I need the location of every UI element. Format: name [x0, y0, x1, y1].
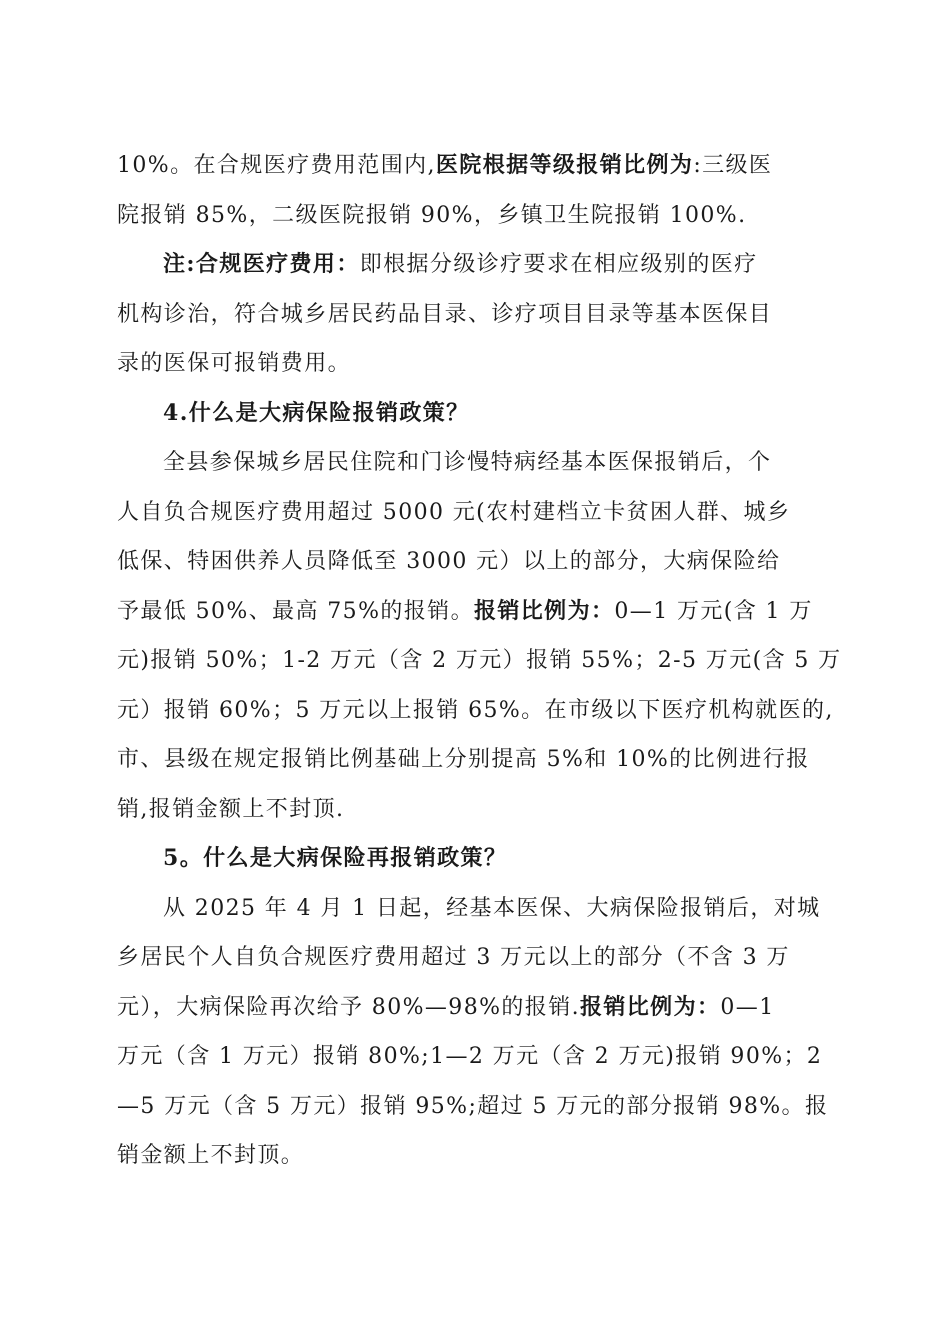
text-run: 0—1 万元(含 1 万: [614, 598, 813, 624]
paragraph-line: [117, 141, 837, 191]
document-body: [117, 141, 842, 1181]
paragraph-line: 销,报销金额上不封顶.: [117, 796, 345, 822]
note-line: [117, 240, 837, 290]
note-line: 录的医保可报销费用。: [117, 351, 352, 376]
section-heading-5: 5。什么是大病保险再报销政策？: [163, 845, 508, 871]
text-run: 元），大病保险再次给予 80%—98%的报销.: [117, 994, 580, 1020]
note-label: 注:合规医疗费用：: [163, 251, 360, 277]
paragraph-line: 乡居民个人自负合规医疗费用超过 3 万元以上的部分（不含 3 万: [117, 945, 790, 970]
paragraph-line: 全县参保城乡居民住院和门诊慢特病经基本医保报销后，个: [163, 450, 772, 475]
paragraph-line: [117, 983, 837, 1033]
text-run: 10%。在合规医疗费用范围内,: [117, 153, 436, 178]
bold-text-run: 报销比例为：: [579, 993, 721, 1020]
paragraph-line: 元)报销 50%；1-2 万元（含 2 万元）报销 55%；2-5 万元(含 5 万: [117, 648, 842, 673]
paragraph-line: 万元（含 1 万元）报销 80%;1—2 万元（含 2 万元)报销 90%；2: [117, 1044, 823, 1069]
text-run: 即根据分级诊疗要求在相应级别的医疗: [359, 252, 758, 277]
paragraph-line: 市、县级在规定报销比例基础上分别提高 5%和 10%的比例进行报: [117, 747, 810, 772]
paragraph-line: 从 2025 年 4 月 1 日起，经基本医保、大病保险报销后，对城: [163, 895, 821, 921]
paragraph-line: 人自负合规医疗费用超过 5000 元(农村建档立卡贫困人群、城乡: [117, 499, 791, 525]
paragraph-line: [117, 587, 837, 637]
note-line: 机构诊治，符合城乡居民药品目录、诊疗项目目录等基本医保目: [117, 301, 773, 327]
paragraph-line: 元）报销 60%；5 万元以上报销 65%。在市级以下医疗机构就医的,: [117, 697, 834, 723]
text-run: 0—1: [720, 994, 775, 1020]
paragraph-line: 低保、特困供养人员降低至 3000 元）以上的部分，大病保险给: [117, 549, 781, 574]
paragraph-line: —5 万元（含 5 万元）报销 95%;超过 5 万元的部分报销 98%。报: [117, 1093, 829, 1119]
text-run: :三级医: [693, 153, 773, 178]
text-run: 予最低 50%、最高 75%的报销。: [117, 598, 474, 624]
bold-text-run: 医院根据等级报销比例为: [435, 152, 694, 178]
section-heading-4: 4.什么是大病保险报销政策？: [163, 399, 470, 426]
bold-text-run: 报销比例为：: [473, 597, 615, 624]
paragraph-line: 销金额上不封顶。: [117, 1143, 305, 1168]
paragraph-line: 院报销 85%，二级医院报销 90%，乡镇卫生院报销 100%.: [117, 202, 747, 228]
